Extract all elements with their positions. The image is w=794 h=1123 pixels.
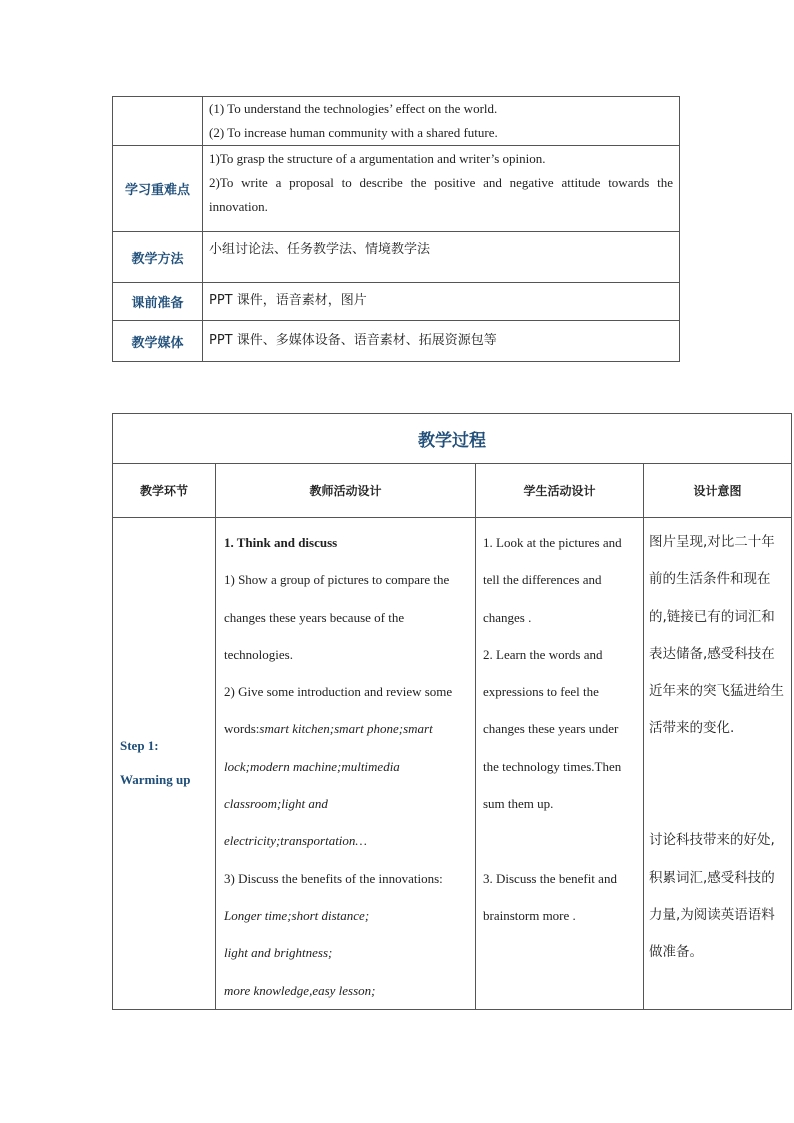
media-value: PPT 课件、多媒体设备、语音素材、拓展资源包等 xyxy=(203,321,680,362)
preparation-label: 课前准备 xyxy=(113,283,203,321)
header-teacher: 教师活动设计 xyxy=(216,464,476,518)
intent-spacer-2 xyxy=(649,785,785,822)
header-intent: 设计意图 xyxy=(644,464,792,518)
teacher-item-2-words: smart kitchen;smart phone;smart lock;modern machine;multimedia classroom;light and electricity;transportation… xyxy=(224,721,433,849)
teacher-item-2-lead: 2) Give some introduction and review some words: xyxy=(224,684,453,737)
objectives-label-cell xyxy=(113,97,203,146)
methods-label: 教学方法 xyxy=(113,232,203,283)
key-point-2: 2)To write a proposal to describe the positive and negative attitude towards the innovation. xyxy=(209,175,673,214)
intent-paragraph-1: 图片呈现,对比二十年前的生活条件和现在的,链接已有的词汇和表达储备,感受科技在近年来的突飞猛进给生活带来的变化. xyxy=(649,534,784,737)
teacher-item-1: 1) Show a group of pictures to compare the changes these years because of the technologies. xyxy=(224,572,450,662)
methods-value: 小组讨论法、任务教学法、情境教学法 xyxy=(203,232,680,283)
process-title: 教学过程 xyxy=(113,414,792,464)
student-item-2: 2. Learn the words and expressions to feel the changes these years under the technology times.Then sum them up. xyxy=(483,646,622,812)
teacher-item-3-lead: 3) Discuss the benefits of the innovations: xyxy=(224,870,443,886)
objectives-table xyxy=(112,96,680,362)
header-stage: 教学环节 xyxy=(113,464,216,518)
student-activity-cell xyxy=(476,518,644,1010)
process-table xyxy=(112,413,792,1010)
student-spacer xyxy=(483,822,637,859)
objective-1: (1) To understand the technologies’ effect on the world. xyxy=(209,101,498,116)
step-name: Warming up xyxy=(120,772,191,788)
header-student: 学生活动设计 xyxy=(476,464,644,518)
student-item-3: 3. Discuss the benefit and brainstorm more . xyxy=(483,870,617,923)
teacher-item-3-line-3: more knowledge,easy lesson; xyxy=(224,982,376,998)
teacher-heading: 1. Think and discuss xyxy=(224,535,338,550)
design-intent-cell xyxy=(644,518,792,1010)
key-point-1: 1)To grasp the structure of a argumentation and writer’s opinion. xyxy=(209,151,546,166)
teacher-item-3-line-1: Longer time;short distance; xyxy=(224,907,370,923)
objectives-cell xyxy=(203,97,680,146)
media-label: 教学媒体 xyxy=(113,321,203,362)
key-points-label: 学习重难点 xyxy=(113,146,203,232)
intent-paragraph-2: 讨论科技带来的好处,积累词汇,感受科技的力量,为阅读英语语料做准备。 xyxy=(649,832,775,961)
key-points-cell xyxy=(203,146,680,232)
teacher-activity-cell xyxy=(216,518,476,1010)
step-number: Step 1: xyxy=(120,738,159,754)
teacher-item-3-line-2: light and brightness; xyxy=(224,945,333,961)
teacher-item-2 xyxy=(224,673,469,859)
preparation-value: PPT 课件，语音素材，图片 xyxy=(203,283,680,321)
intent-spacer-1 xyxy=(649,748,785,785)
objective-2: (2) To increase human community with a shared future. xyxy=(209,125,498,140)
step-cell xyxy=(113,518,216,1010)
student-item-1: 1. Look at the pictures and tell the differences and changes . xyxy=(483,535,622,625)
